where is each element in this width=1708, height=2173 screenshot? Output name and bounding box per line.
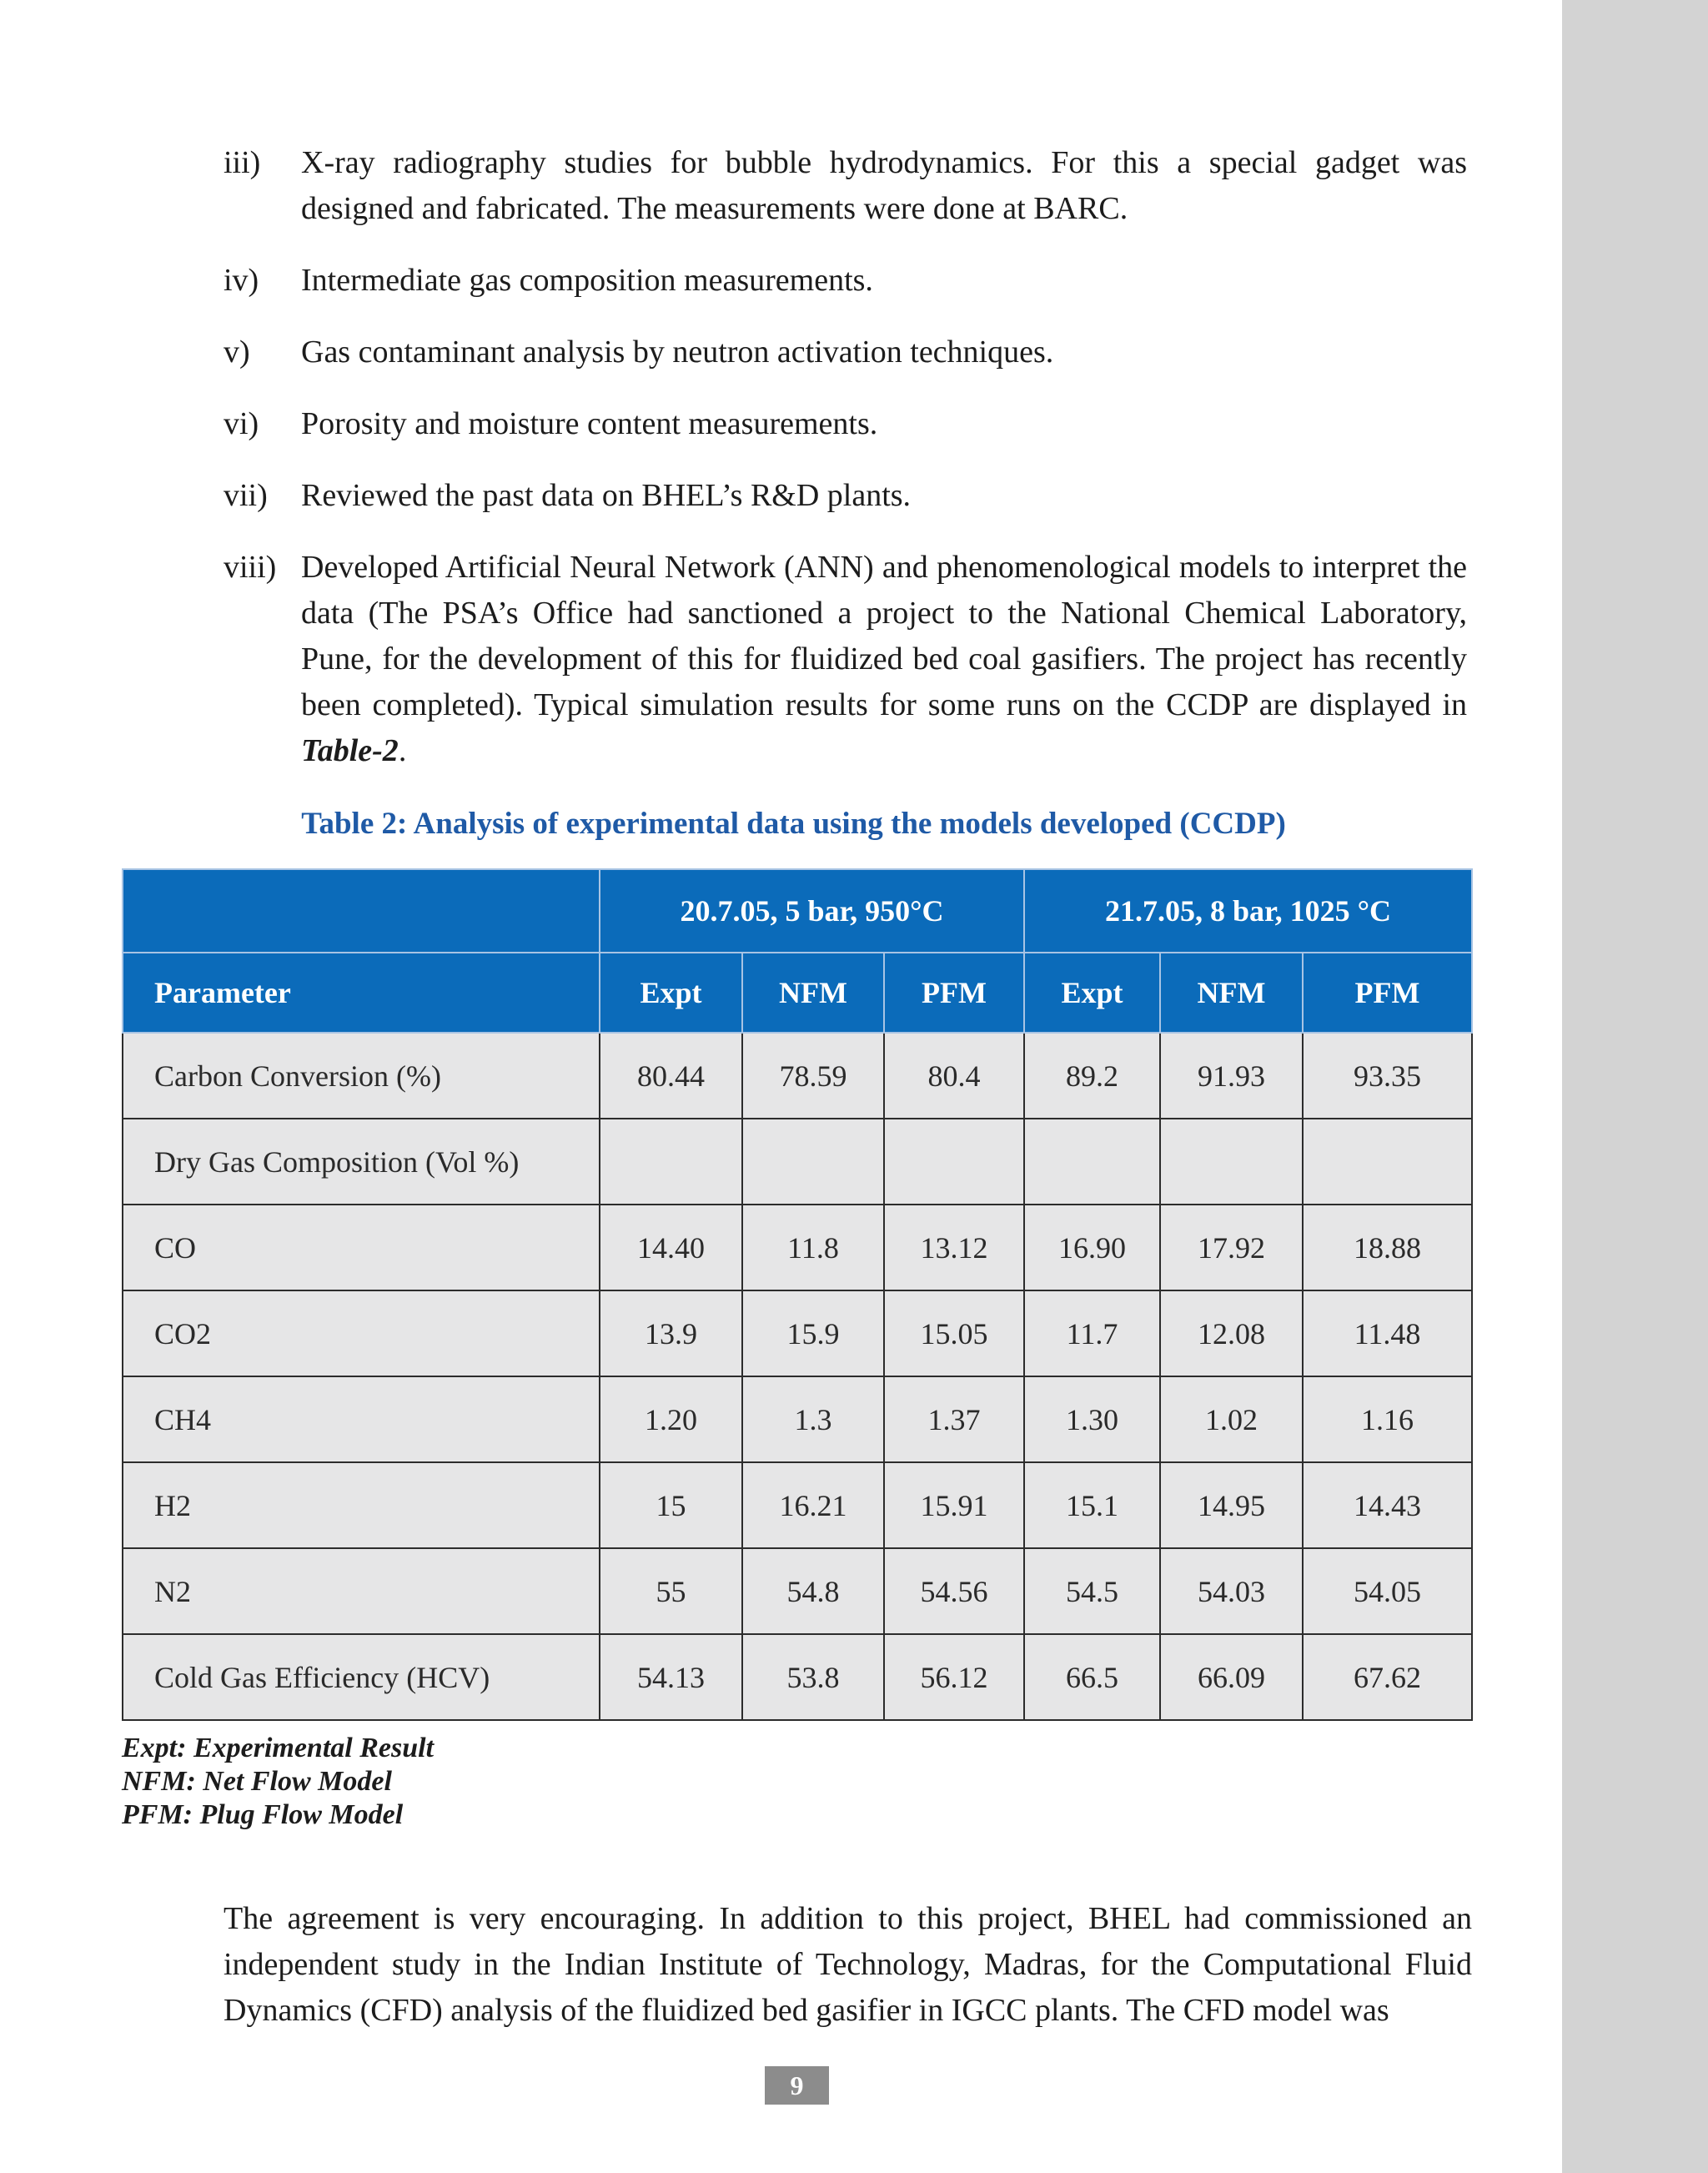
table-cell: 15 (600, 1462, 742, 1548)
table-row-label: Cold Gas Efficiency (HCV) (123, 1634, 600, 1720)
table-cell: 18.88 (1303, 1205, 1472, 1290)
table-group-header: 21.7.05, 8 bar, 1025 °C (1024, 869, 1472, 953)
table-header-blank (123, 869, 600, 953)
table-cell: 78.59 (742, 1033, 884, 1119)
legend-item: PFM: Plug Flow Model (122, 1799, 404, 1830)
table-column-header: NFM (1160, 953, 1303, 1033)
list-item-text-tail: . (398, 733, 407, 768)
table-column-header: NFM (742, 953, 884, 1033)
list-item-text: Reviewed the past data on BHEL’s R&D plants. (301, 478, 912, 513)
table-caption-text: Table 2: Analysis of experimental data using the models developed (CCDP) (301, 807, 1286, 841)
table-row-label: Carbon Conversion (%) (123, 1033, 600, 1119)
table-cell: 11.8 (742, 1205, 884, 1290)
table-row-label: CO2 (123, 1290, 600, 1376)
table-cell: 11.7 (1024, 1290, 1160, 1376)
table-cell (1160, 1119, 1303, 1205)
list-item-number: vii) (224, 478, 268, 513)
table-cell: 80.44 (600, 1033, 742, 1119)
table-row-label: H2 (123, 1462, 600, 1548)
table-cell: 56.12 (884, 1634, 1024, 1720)
table-row (123, 1634, 1472, 1720)
table-cell: 91.93 (1160, 1033, 1303, 1119)
table-cell: 89.2 (1024, 1033, 1160, 1119)
list-item-number: v) (224, 335, 250, 370)
table-cell: 13.12 (884, 1205, 1024, 1290)
list-item-number: vi) (224, 406, 259, 441)
list-item-text: Gas contaminant analysis by neutron activation techniques. (301, 335, 1054, 370)
table-column-header: Expt (1024, 953, 1160, 1033)
table-cell: 16.90 (1024, 1205, 1160, 1290)
table-row-label: CO (123, 1205, 600, 1290)
list-item-number: iv) (224, 263, 259, 298)
table-cell: 54.13 (600, 1634, 742, 1720)
table-column-header: Expt (600, 953, 742, 1033)
page-number: 9 (765, 2066, 829, 2105)
table-cell (1303, 1119, 1472, 1205)
table-cell: 66.5 (1024, 1634, 1160, 1720)
table-column-header-row (123, 953, 1472, 1033)
table-row-label: N2 (123, 1548, 600, 1634)
table-cell: 1.16 (1303, 1376, 1472, 1462)
table-group-header: 20.7.05, 5 bar, 950°C (600, 869, 1024, 953)
table-row (123, 1548, 1472, 1634)
table-cell (600, 1119, 742, 1205)
table-cell: 80.4 (884, 1033, 1024, 1119)
table-cell: 15.05 (884, 1290, 1024, 1376)
table-cell: 54.5 (1024, 1548, 1160, 1634)
findings-list (224, 140, 1474, 800)
list-item (224, 140, 1474, 232)
table-cell: 66.09 (1160, 1634, 1303, 1720)
table-cell: 1.20 (600, 1376, 742, 1462)
list-item (224, 401, 1474, 447)
table-cell: 67.62 (1303, 1634, 1472, 1720)
page-side-bar (1562, 0, 1708, 2173)
table-cell: 13.9 (600, 1290, 742, 1376)
table-cell: 12.08 (1160, 1290, 1303, 1376)
table-row-label: Dry Gas Composition (Vol %) (123, 1119, 600, 1205)
table-column-header: PFM (1303, 953, 1472, 1033)
table-cell: 1.02 (1160, 1376, 1303, 1462)
list-item-text: Porosity and moisture content measurements. (301, 406, 878, 441)
table-legend (122, 1732, 434, 1832)
table-cell: 11.48 (1303, 1290, 1472, 1376)
list-item-number: viii) (224, 550, 277, 585)
table-row-label: CH4 (123, 1376, 600, 1462)
table-cell: 1.30 (1024, 1376, 1160, 1462)
table-cell: 14.95 (1160, 1462, 1303, 1548)
table-cell: 54.8 (742, 1548, 884, 1634)
list-item-number: iii) (224, 145, 261, 180)
table-cell (884, 1119, 1024, 1205)
table-row (123, 1376, 1472, 1462)
list-item-text-body: Developed Artificial Neural Network (ANN) and phenomenological models to interpret the data (The PSA’s Office had sanctioned a project to the National Chemical Laboratory, Pune, for the development of this for fluidized bed coal gasifiers. The project has recently been completed). Typical simulation results for some runs on the CCDP are displayed in (301, 550, 1467, 722)
list-item-text (301, 545, 1467, 774)
list-item (224, 473, 1474, 519)
table-cell: 17.92 (1160, 1205, 1303, 1290)
table-cell: 1.37 (884, 1376, 1024, 1462)
legend-item: Expt: Experimental Result (122, 1733, 435, 1763)
table-cell: 55 (600, 1548, 742, 1634)
table-column-header: Parameter (123, 953, 600, 1033)
table-row (123, 1119, 1472, 1205)
list-item (224, 329, 1474, 375)
table-row (123, 1033, 1472, 1119)
list-item-text: X-ray radiography studies for bubble hydrodynamics. For this a special gadget was designed and fabricated. The measurements were done at BARC. (301, 145, 1467, 226)
table-row (123, 1290, 1472, 1376)
table-cell: 53.8 (742, 1634, 884, 1720)
legend-item: NFM: Net Flow Model (122, 1766, 392, 1797)
analysis-table (122, 868, 1473, 1721)
table-cell: 16.21 (742, 1462, 884, 1548)
table-caption (0, 802, 1562, 846)
table-column-header: PFM (884, 953, 1024, 1033)
table-cell: 1.3 (742, 1376, 884, 1462)
table-cell: 54.05 (1303, 1548, 1472, 1634)
table-reference-link[interactable]: Table-2 (301, 733, 399, 768)
table-row (123, 1462, 1472, 1548)
table-cell: 15.91 (884, 1462, 1024, 1548)
list-item (224, 545, 1474, 774)
table-cell: 93.35 (1303, 1033, 1472, 1119)
table-cell (742, 1119, 884, 1205)
table-group-header-row (123, 869, 1472, 953)
table-row (123, 1205, 1472, 1290)
table-cell: 15.9 (742, 1290, 884, 1376)
table-cell: 15.1 (1024, 1462, 1160, 1548)
table-cell: 14.40 (600, 1205, 742, 1290)
table-cell: 14.43 (1303, 1462, 1472, 1548)
list-item (224, 258, 1474, 304)
list-item-text: Intermediate gas composition measurements. (301, 263, 873, 298)
body-paragraph: The agreement is very encouraging. In addition to this project, BHEL had commissioned an independent study in the Indian Institute of Technology, Madras, for the Computational Fluid Dynamics (CFD) analysis of the fluidized bed gasifier in IGCC plants. The CFD model was (224, 1901, 1472, 2028)
table-cell: 54.03 (1160, 1548, 1303, 1634)
table-cell (1024, 1119, 1160, 1205)
table-cell: 54.56 (884, 1548, 1024, 1634)
